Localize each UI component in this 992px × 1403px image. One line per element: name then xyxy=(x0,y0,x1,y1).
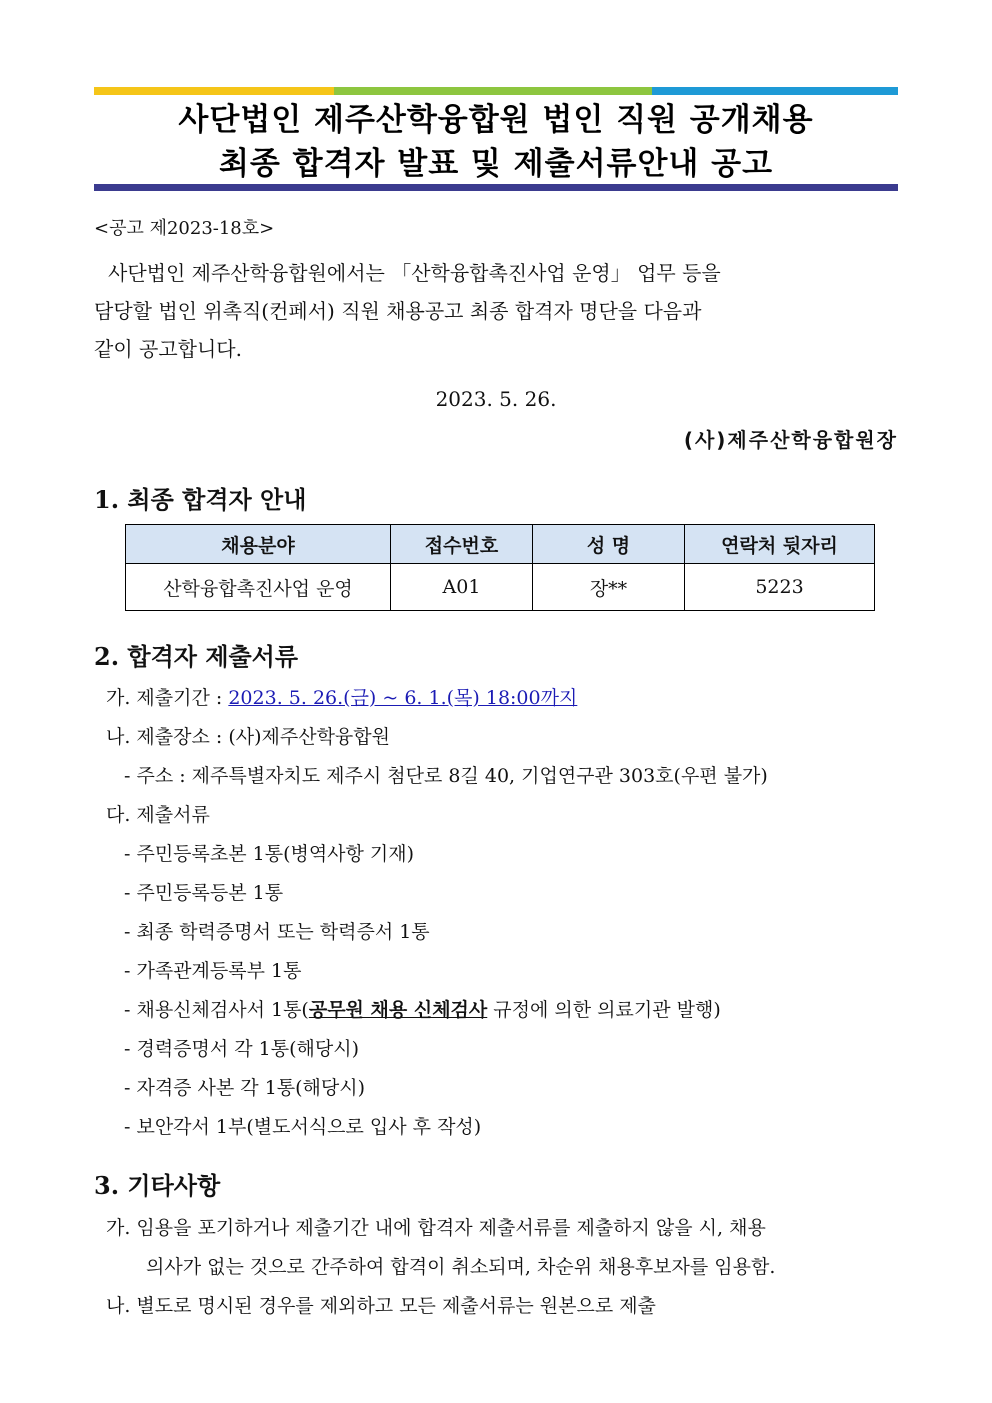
color-bar-blue xyxy=(652,87,898,95)
notice-number: <공고 제2023-18호> xyxy=(94,218,275,239)
submission-address: - 주소 : 제주특별자치도 제주시 첨단로 8길 40, 기업연구관 303호(우편 불가) xyxy=(124,765,768,787)
title-line-1: 사단법인 제주산학융합원 법인 직원 공개채용 xyxy=(178,102,814,138)
list-item: - 자격증 사본 각 1통(해당시) xyxy=(124,1077,366,1099)
table-header-row xyxy=(126,525,875,564)
list-item: - 보안각서 1부(별도서식으로 입사 후 작성) xyxy=(124,1116,482,1138)
table-header-cell: 성 명 xyxy=(533,525,685,564)
list-item: - 주민등록등본 1통 xyxy=(124,882,284,904)
title-bottom-bar xyxy=(94,184,898,191)
other-item-1-line-1: 가. 임용을 포기하거나 제출기간 내에 합격자 제출서류를 제출하지 않을 시, 채용 xyxy=(106,1217,766,1239)
notice-date: 2023. 5. 26. xyxy=(435,387,557,411)
intro-line-2: 담당할 법인 위촉직(컨페서) 직원 채용공고 최종 합격자 명단을 다음과 xyxy=(94,299,702,323)
section-3-heading: 3. 기타사항 xyxy=(94,1171,221,1200)
submission-place: 나. 제출장소 : (사)제주산학융합원 xyxy=(106,726,390,748)
document-title xyxy=(94,98,898,186)
table-cell: 산학융합촉진사업 운영 xyxy=(126,564,391,611)
list-item: - 주민등록초본 1통(병역사항 기재) xyxy=(124,843,415,865)
table-header-cell: 채용분야 xyxy=(126,525,391,564)
intro-paragraph xyxy=(94,254,898,368)
title-line-2: 최종 합격자 발표 및 제출서류안내 공고 xyxy=(218,146,774,182)
list-item: - 가족관계등록부 1통 xyxy=(124,960,302,982)
submission-period xyxy=(106,683,577,710)
title-top-color-bar xyxy=(94,87,898,95)
table-header-cell: 연락처 뒷자리 xyxy=(685,525,875,564)
color-bar-green xyxy=(334,87,652,95)
health-check-rule: 공무원 채용 신체검사 xyxy=(308,999,488,1021)
final-result-table xyxy=(125,524,875,611)
color-bar-yellow xyxy=(94,87,334,95)
table-cell: 장** xyxy=(533,564,685,611)
signer: (사)제주산학융합원장 xyxy=(683,428,898,452)
other-item-2: 나. 별도로 명시된 경우를 제외하고 모든 제출서류는 원본으로 제출 xyxy=(106,1295,656,1317)
list-item-health-check: - 채용신체검사서 1통(공무원 채용 신체검사 규정에 의한 의료기관 발행) xyxy=(124,999,721,1021)
documents-label: 다. 제출서류 xyxy=(106,804,210,826)
table-header-cell: 접수번호 xyxy=(391,525,533,564)
intro-line-1: 사단법인 제주산학융합원에서는 「산학융합촉진사업 운영」 업무 등을 xyxy=(108,261,721,285)
submission-period-label: 가. 제출기간 : xyxy=(106,687,229,709)
section-1-heading: 1. 최종 합격자 안내 xyxy=(94,485,307,514)
submission-period-value: 2023. 5. 26.(금) ~ 6. 1.(목) 18:00까지 xyxy=(228,687,578,709)
table-row xyxy=(126,564,875,611)
list-item: - 최종 학력증명서 또는 학력증서 1통 xyxy=(124,921,430,943)
section-2-heading: 2. 합격자 제출서류 xyxy=(94,642,299,671)
table-cell: A01 xyxy=(391,564,533,611)
list-item: - 경력증명서 각 1통(해당시) xyxy=(124,1038,359,1060)
other-item-1-line-2: 의사가 없는 것으로 간주하여 합격이 취소되며, 차순위 채용후보자를 임용함. xyxy=(146,1256,776,1278)
intro-line-3: 같이 공고합니다. xyxy=(94,337,242,361)
table-cell: 5223 xyxy=(685,564,875,611)
